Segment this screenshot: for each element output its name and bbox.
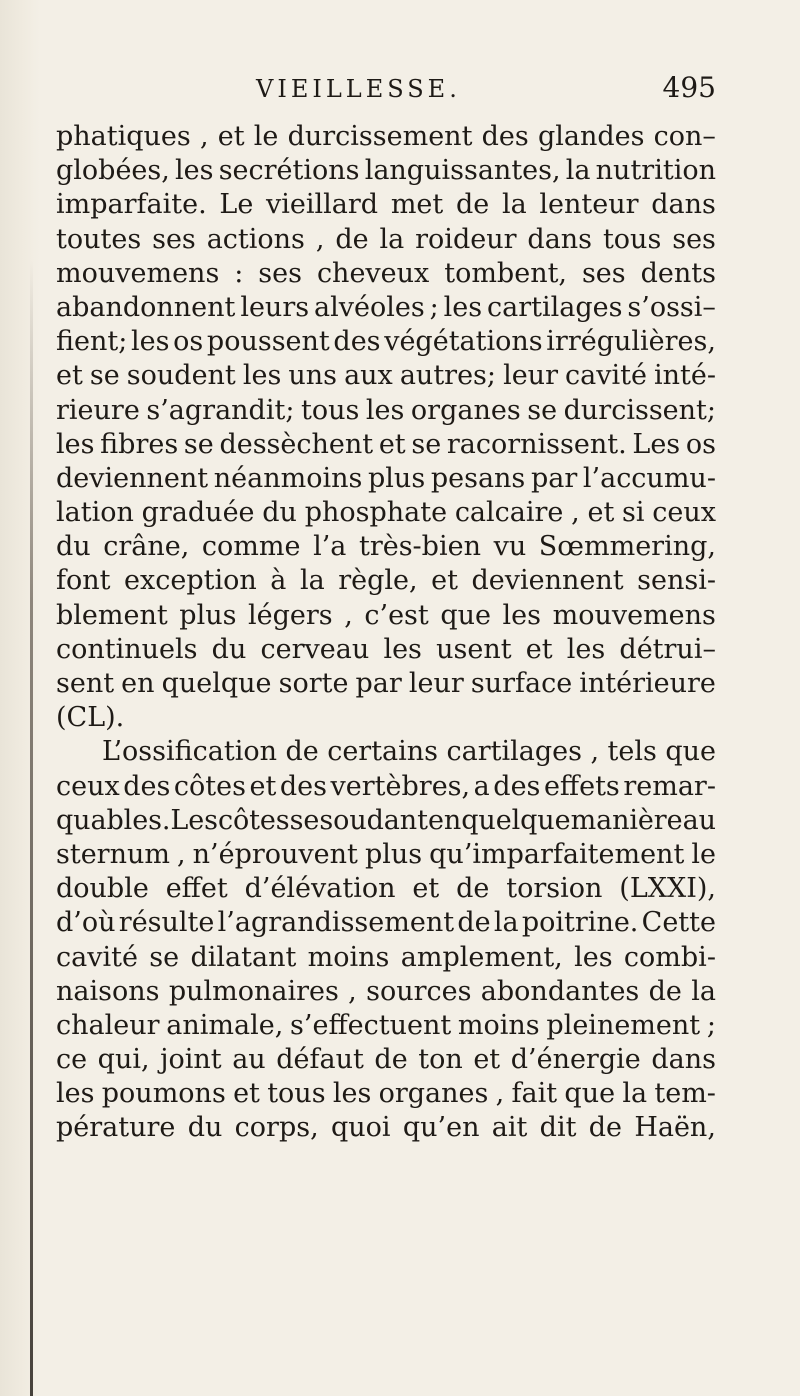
body-text (56, 120, 716, 1146)
text-line: pérature du corps, quoi qu’en ait dit de Haën, (56, 1112, 716, 1144)
running-head (56, 71, 716, 125)
gutter-shadow (30, 260, 33, 1396)
text-line: d’où résulte l’agrandissement de la poitrine. Cette (56, 907, 716, 939)
text-line: mouvemens : ses cheveux tombent, ses dents (56, 257, 716, 289)
text-line: sent en quelque sorte par leur surface intérieure (56, 668, 716, 699)
text-line: ceux des côtes et des vertèbres, a des effets remar- (56, 770, 716, 802)
running-title: VIEILLESSE. (256, 75, 461, 103)
text-line: blement plus légers , c’est que les mouvemens (56, 599, 716, 631)
text-line: cavité se dilatant moins amplement, les combi- (56, 941, 716, 973)
book-page (56, 0, 776, 1396)
text-line: font exception à la règle, et deviennent sensi- (56, 565, 716, 597)
text-line: globées, les secrétions languissantes, la nutrition (56, 155, 716, 187)
text-line: rieure s’agrandit; tous les organes se durcissent; (56, 394, 716, 426)
text-line: du crâne, comme l’a très-bien vu Sœmmering, (56, 531, 716, 563)
text-line: continuels du cerveau les usent et les détrui– (56, 633, 716, 665)
text-line: double effet d’élévation et de torsion (LXXI), (56, 873, 716, 905)
text-line: deviennent néanmoins plus pesans par l’accumu- (56, 462, 716, 494)
text-line: fient; les os poussent des végétations irrégulières, (56, 326, 716, 358)
text-line: naisons pulmonaires , sources abondantes de la (56, 975, 716, 1007)
text-line: phatiques , et le durcissement des glandes con– (56, 121, 716, 152)
text-line: quables. Les côtes se soudant en quelque manière au (56, 804, 716, 836)
text-line: les poumons et tous les organes , fait que la tem- (56, 1078, 716, 1110)
text-line: (CL). (56, 702, 125, 734)
text-line: les fibres se dessèchent et se racornissent. Les os (56, 428, 716, 460)
page-number: 495 (662, 71, 716, 104)
text-line: chaleur animale, s’effectuent moins pleinement ; (56, 1009, 716, 1041)
text-line: et se soudent les uns aux autres; leur cavité inté- (56, 360, 716, 392)
text-line: lation graduée du phosphate calcaire , et si ceux (56, 497, 716, 529)
text-line: sternum , n’éprouvent plus qu’imparfaitement le (56, 838, 716, 870)
text-line: ce qui, joint au défaut de ton et d’énergie dans (56, 1044, 716, 1076)
text-line: toutes ses actions , de la roideur dans tous ses (56, 223, 716, 255)
text-line: imparfaite. Le vieillard met de la lenteur dans (56, 189, 716, 221)
book-gutter (0, 0, 40, 1396)
text-line: abandonnent leurs alvéoles ; les cartilages s’ossi– (56, 291, 716, 323)
text-line: L’ossification de certains cartilages , tels que (102, 736, 716, 768)
